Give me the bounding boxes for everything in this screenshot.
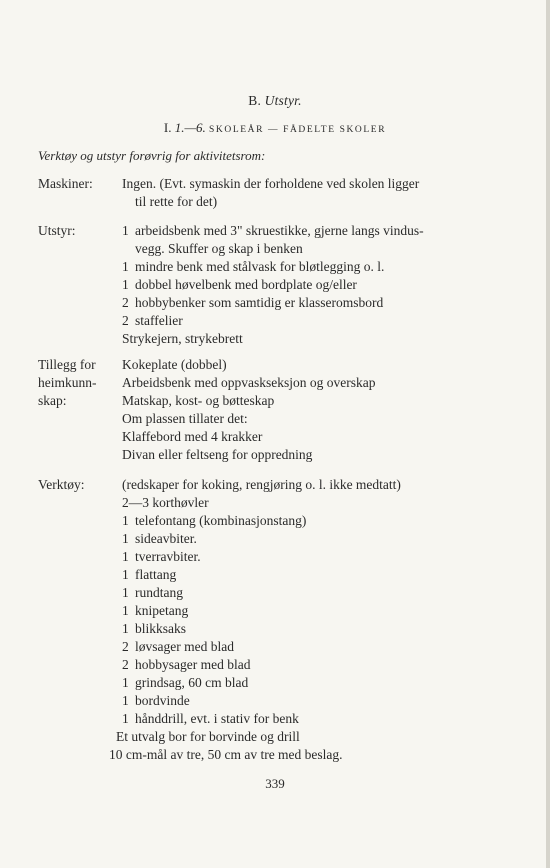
maskiner-label: Maskiner: (38, 176, 93, 191)
section-heading (0, 93, 550, 109)
sub-heading (0, 120, 550, 136)
utstyr-line: Strykejern, strykebrett (122, 331, 243, 346)
tillegg-label: Tillegg for heimkunn- skap: (38, 357, 97, 408)
page-number: 339 (265, 776, 285, 791)
maskiner-line: til rette for det) (135, 194, 218, 209)
verktoy-line: 10 cm-mål av tre, 50 cm av tre med beslag. (109, 747, 343, 762)
tillegg-line: Arbeidsbenk med oppvaskseksjon og overskap (122, 375, 376, 390)
utstyr-line: 2 hobbybenker som samtidig er klasseromsbord (122, 295, 384, 310)
verktoy-line: 1 flattang (122, 567, 177, 582)
maskiner-items (122, 175, 508, 211)
verktoy-line: 1 sideavbiter. (122, 531, 197, 546)
verktoy-label: Verktøy: (38, 477, 85, 492)
verktoy-line: 2 løvsager med blad (122, 639, 234, 654)
sub-heading-text: SKOLEÅR — FÅDELTE SKOLER (209, 125, 387, 135)
maskiner-line: Ingen. (Evt. symaskin der forholdene ved skolen ligger (122, 176, 420, 191)
tillegg-line: Kokeplate (dobbel) (122, 357, 227, 372)
verktoy-line: Et utvalg bor for borvinde og drill (116, 729, 300, 744)
verktoy-line: 1 grindsag, 60 cm blad (122, 675, 249, 690)
tillegg-line: Om plassen tillater det: (122, 411, 248, 426)
tillegg-line: Divan eller feltseng for oppredning (122, 447, 313, 462)
verktoy-line: 2 hobbysager med blad (122, 657, 251, 672)
verktoy-line: 1 bordvinde (122, 693, 190, 708)
sub-heading-roman: I. (163, 120, 172, 135)
utstyr-items (122, 222, 508, 348)
verktoy-line: 2—3 korthøvler (122, 495, 209, 510)
verktoy-line: 1 rundtang (122, 585, 183, 600)
utstyr-line: vegg. Skuffer og skap i benken (135, 241, 303, 256)
utstyr-label: Utstyr: (38, 223, 76, 238)
intro-text: Verktøy og utstyr forøvrig for aktivitetsrom: (38, 148, 266, 163)
verktoy-line: 1 knipetang (122, 603, 189, 618)
utstyr-line: 1 mindre benk med stålvask for bløtlegging o. l. (122, 259, 385, 274)
tillegg-line: Klaffebord med 4 krakker (122, 429, 263, 444)
verktoy-line: 1 hånddrill, evt. i stativ for benk (122, 711, 299, 726)
utstyr-line: 1 dobbel høvelbenk med bordplate og/eller (122, 277, 357, 292)
verktoy-items (109, 476, 508, 764)
sub-heading-range: 1.—6. (174, 120, 206, 135)
verktoy-line: 1 tverravbiter. (122, 549, 201, 564)
section-letter: B. (248, 93, 262, 108)
tillegg-items (122, 356, 508, 464)
verktoy-line: (redskaper for koking, rengjøring o. l. ikke medtatt) (122, 477, 401, 492)
verktoy-line: 1 telefontang (kombinasjonstang) (122, 513, 307, 528)
tillegg-line: Matskap, kost- og bøtteskap (122, 393, 275, 408)
verktoy-line: 1 blikksaks (122, 621, 187, 636)
utstyr-line: 2 staffelier (122, 313, 183, 328)
section-title: Utstyr. (264, 93, 302, 108)
utstyr-line: 1 arbeidsbenk med 3" skruestikke, gjerne langs vindus- (122, 223, 424, 238)
